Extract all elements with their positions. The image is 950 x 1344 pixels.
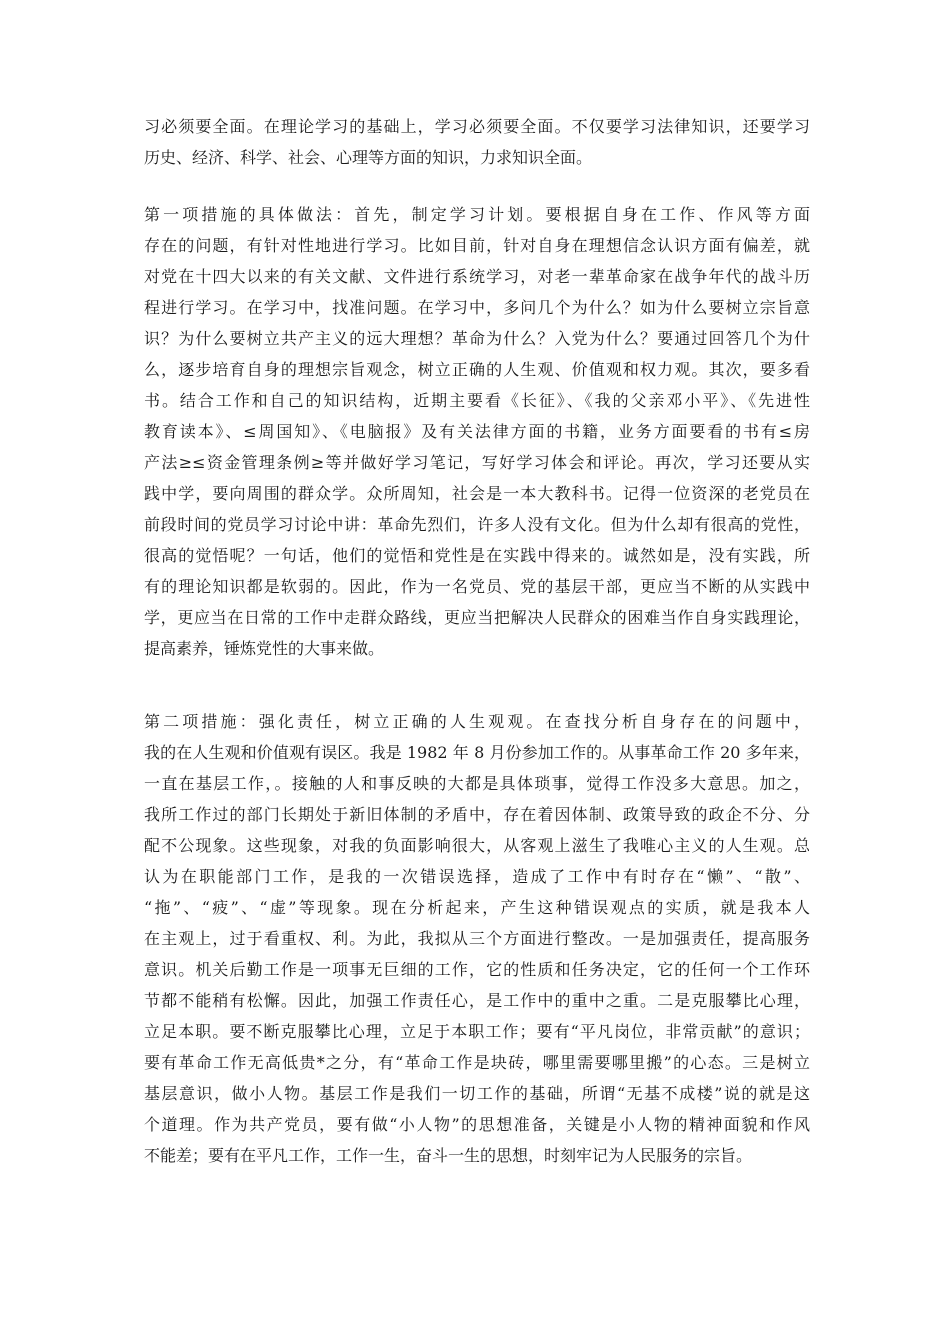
paragraph-1-line-10: 前段时间的党员学习讨论中讲：革命先烈们，许多人没有文化。但为什么却有很高的党性， (144, 515, 810, 534)
paragraph-2-line-5: 认为在职能部门工作，是我的一次错误选择，造成了工作中有时存在“懒”、“散”、 (144, 867, 810, 886)
paragraph-2-line-13: 个道理。作为共产党员，要有做“小人物”的思想准备，关键是小人物的精神面貌和作风 (144, 1115, 810, 1134)
paragraph-1 (144, 199, 810, 664)
paragraph-2-line-14: 不能差；要有在平凡工作，工作一生，奋斗一生的思想，时刻牢记为人民服务的宗旨。 (144, 1146, 753, 1165)
paragraph-2 (144, 706, 810, 1171)
paragraph-2-line-3: 我所工作过的部门长期处于新旧体制的矛盾中，存在着因体制、政策导致的政企不分、分 (144, 805, 810, 824)
paragraph-1-line-7: 教育读本》、≤周国知》、《电脑报》及有关法律方面的书籍，业务方面要看的书有≤房 (144, 422, 810, 441)
paragraph-2-line-0: 第二项措施：强化责任，树立正确的人生观观。在查找分析自身存在的问题中， (144, 712, 810, 731)
paragraph-1-line-2: 对党在十四大以来的有关文献、文件进行系统学习，对老一辈革命家在战争年代的战斗历 (144, 267, 810, 286)
paragraph-1-line-5: 么，逐步培育自身的理想宗旨观念，树立正确的人生观、价值观和权力观。其次，要多看 (144, 360, 810, 379)
paragraph-1-line-8: 产法≥≤资金管理条例≥等并做好学习笔记，写好学习体会和评论。再次，学习还要从实 (144, 453, 810, 472)
paragraph-1-line-12: 有的理论知识都是软弱的。因此，作为一名党员、党的基层干部，更应当不断的从实践中 (144, 577, 810, 596)
paragraph-0-line-1: 历史、经济、科学、社会、心理等方面的知识，力求知识全面。 (144, 148, 593, 167)
paragraph-0 (144, 111, 810, 173)
paragraph-1-line-6: 书。结合工作和自己的知识结构，近期主要看《长征》、《我的父亲邓小平》、《先进性 (144, 391, 810, 410)
paragraph-1-line-9: 践中学，要向周围的群众学。众所周知，社会是一本大教科书。记得一位资深的老党员在 (144, 484, 810, 503)
paragraph-1-line-13: 学，更应当在日常的工作中走群众路线，更应当把解决人民群众的困难当作自身实践理论， (144, 608, 810, 627)
paragraph-2-line-2: 一直在基层工作，。接触的人和事反映的大都是具体琐事，觉得工作没多大意思。加之， (144, 774, 810, 793)
paragraph-1-line-4: 识？为什么要树立共产主义的远大理想？革命为什么？入党为什么？要通过回答几个为什 (144, 329, 810, 348)
paragraph-2-line-7: 在主观上，过于看重权、利。为此，我拟从三个方面进行整改。一是加强责任，提高服务 (144, 929, 810, 948)
paragraph-2-line-6: “拖”、“疲”、“虚”等现象。现在分析起来，产生这种错误观点的实质，就是我本人 (144, 898, 810, 917)
paragraph-2-line-1: 我的在人生观和价值观有误区。我是 1982 年 8 月份参加工作的。从事革命工作 20 多年来， (144, 743, 810, 762)
paragraph-0-line-0: 习必须要全面。在理论学习的基础上，学习必须要全面。不仅要学习法律知识，还要学习 (144, 117, 810, 136)
paragraph-2-line-9: 节都不能稍有松懈。因此，加强工作责任心，是工作中的重中之重。二是克服攀比心理， (144, 991, 810, 1010)
paragraph-1-line-14: 提高素养，锤炼党性的大事来做。 (144, 639, 385, 658)
paragraph-2-line-12: 基层意识，做小人物。基层工作是我们一切工作的基础，所谓“无基不成楼”说的就是这 (144, 1084, 810, 1103)
paragraph-2-line-4: 配不公现象。这些现象，对我的负面影响很大，从客观上滋生了我唯心主义的人生观。总 (144, 836, 810, 855)
paragraph-1-line-11: 很高的觉悟呢？一句话，他们的觉悟和党性是在实践中得来的。诚然如是，没有实践，所 (144, 546, 810, 565)
paragraph-2-line-8: 意识。机关后勤工作是一项事无巨细的工作，它的性质和任务决定，它的任何一个工作环 (144, 960, 810, 979)
paragraph-2-line-11: 要有革命工作无高低贵*之分，有“革命工作是块砖，哪里需要哪里搬”的心态。三是树立 (144, 1053, 810, 1072)
paragraph-1-line-0: 第一项措施的具体做法：首先，制定学习计划。要根据自身在工作、作风等方面 (144, 205, 810, 224)
paragraph-1-line-3: 程进行学习。在学习中，找准问题。在学习中，多问几个为什么？如为什么要树立宗旨意 (144, 298, 810, 317)
paragraph-1-line-1: 存在的问题，有针对性地进行学习。比如目前，针对自身在理想信念认识方面有偏差，就 (144, 236, 810, 255)
paragraph-2-line-10: 立足本职。要不断克服攀比心理，立足于本职工作；要有“平凡岗位，非常贡献”的意识； (144, 1022, 810, 1041)
